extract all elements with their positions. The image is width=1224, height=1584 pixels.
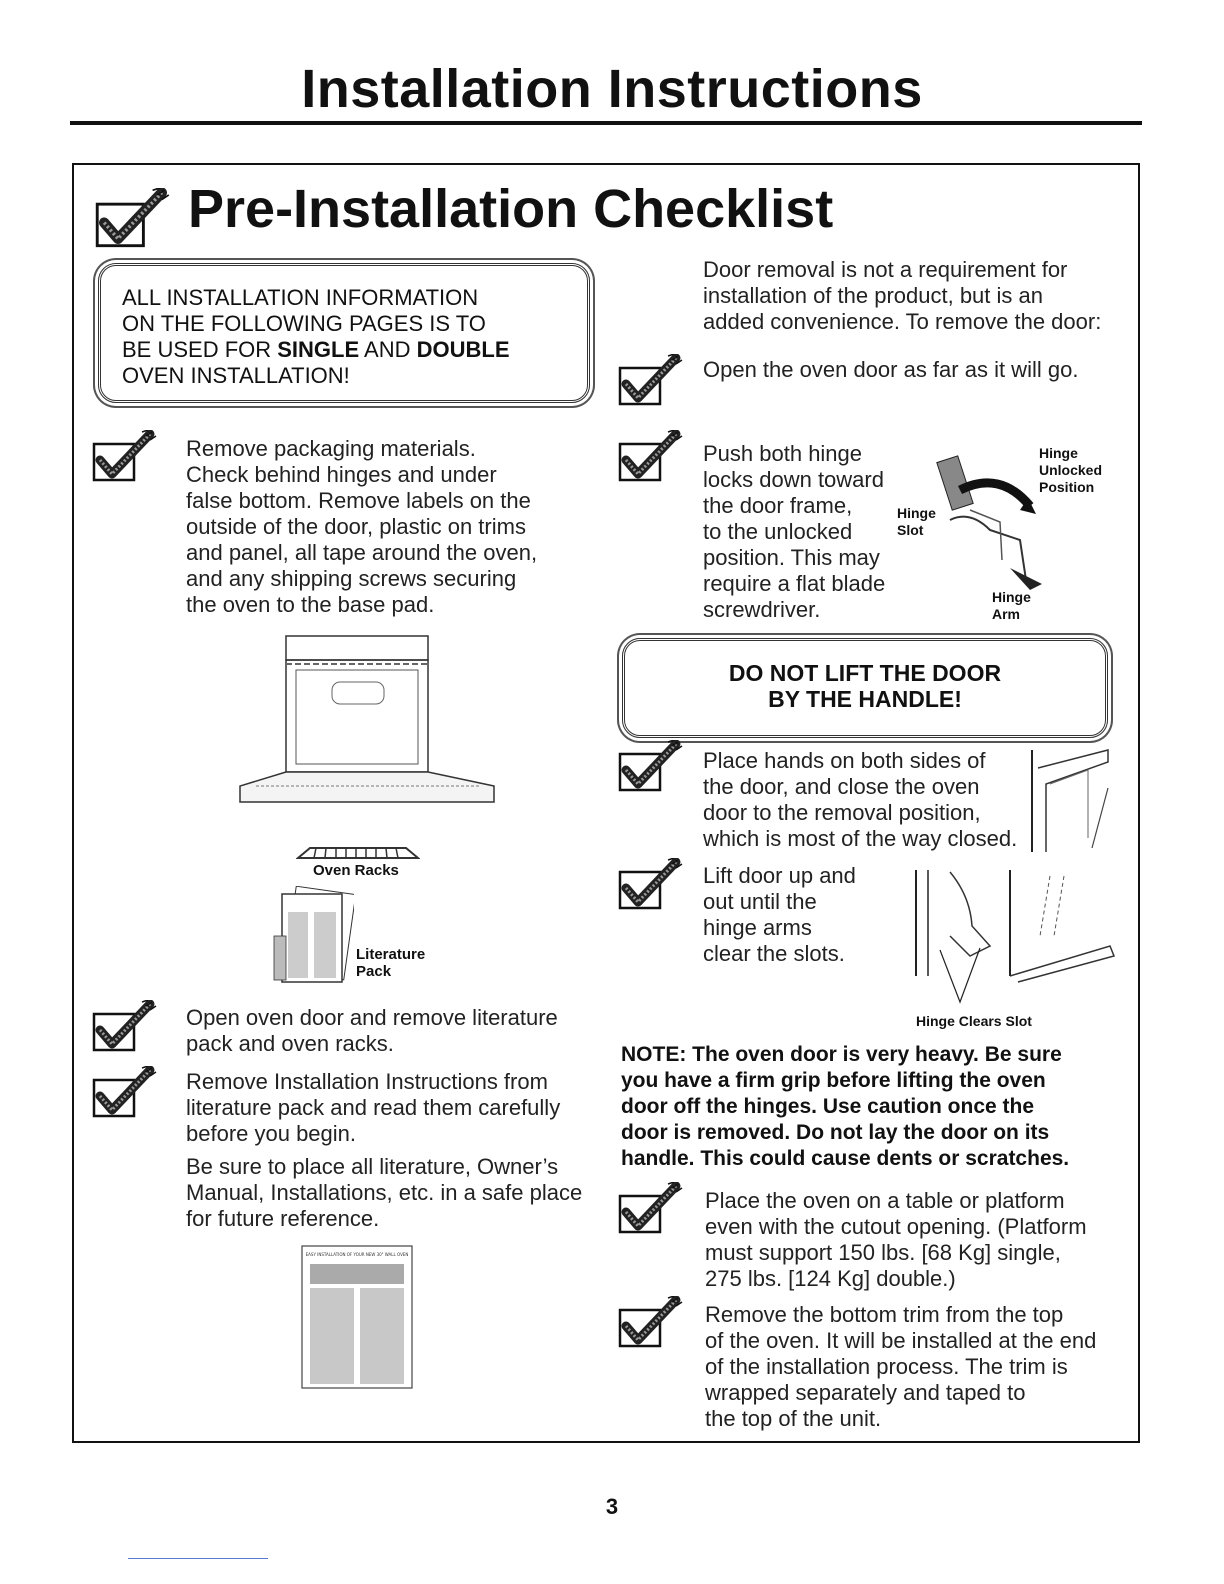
oven-racks-caption: Oven Racks (313, 862, 399, 879)
oven-illustration (236, 634, 500, 806)
door-removal-intro: Door removal is not a requirement for installation of the product, but is an added convenience. To remove the door: (703, 257, 1102, 334)
literature-storage-note: Be sure to place all literature, Owner’s Manual, Installations, etc. in a safe place for future reference. (186, 1154, 583, 1231)
checkbox-check-icon (90, 188, 176, 248)
checkbox-check-icon (618, 1296, 684, 1348)
svg-text:EASY INSTALLATION OF YOUR NEW: EASY INSTALLATION OF YOUR NEW 30" WALL OVEN (305, 1252, 409, 1257)
hinge-clears-slot-caption: Hinge Clears Slot (916, 1013, 1032, 1029)
checkbox-check-icon (618, 354, 684, 406)
literature-pack-illustration (270, 886, 354, 986)
literature-pack-caption: Literature Pack (356, 946, 426, 980)
door-closing-illustration (1028, 748, 1114, 854)
page-number: 3 (605, 1494, 619, 1519)
checkbox-check-icon (618, 1182, 684, 1234)
installation-info-text: ALL INSTALLATION INFORMATION ON THE FOLLOWING PAGES IS TO BE USED FOR SINGLE AND DOUBLE OVEN INSTALLATION! (122, 285, 510, 388)
hinge-clears-slot-illustration (910, 866, 1116, 1012)
checkbox-check-icon (92, 1066, 158, 1118)
step-open-door: Open the oven door as far as it will go. (703, 357, 1079, 382)
page-title: Installation Instructions (301, 59, 923, 119)
door-warning-text: DO NOT LIFT THE DOOR BY THE HANDLE! (728, 660, 1002, 712)
oven-rack-illustration (296, 846, 420, 860)
hinge-unlocked-label: Hinge Unlocked Position (1039, 445, 1103, 495)
step-remove-literature: Open oven door and remove literature pack and oven racks. (186, 1005, 558, 1056)
footer-underline (128, 1558, 268, 1559)
step-push-hinge-locks: Push both hinge locks down toward the door frame, to the unlocked position. This may require a flat blade screwdriver. (703, 441, 886, 622)
checkbox-check-icon (92, 1000, 158, 1052)
step-lift-door: Lift door up and out until the hinge arms clear the slots. (703, 863, 856, 966)
hinge-arm-label: Hinge Arm (992, 589, 1031, 622)
checkbox-check-icon (618, 740, 684, 792)
step-close-door: Place hands on both sides of the door, and close the oven door to the removal position, which is most of the way closed. (703, 748, 1018, 851)
checkbox-check-icon (92, 430, 158, 482)
checkbox-check-icon (618, 858, 684, 910)
checkbox-check-icon (618, 430, 684, 482)
heavy-door-note: NOTE: The oven door is very heavy. Be sure you have a firm grip before lifting the oven door off the hinges. Use caution once the door is removed. Do not lay the door on its handle. This could cause dents or scratches. (621, 1043, 1070, 1170)
step-remove-packaging: Remove packaging materials. Check behind hinges and under false bottom. Remove labels on the outside of the door, plastic on trims and panel, all tape around the oven, and any shipping screws securing the oven to the base pad. (186, 436, 538, 617)
installation-booklet-illustration (300, 1244, 414, 1390)
title-divider (70, 121, 1142, 125)
step-read-instructions: Remove Installation Instructions from literature pack and read them carefully before you begin. (186, 1069, 561, 1146)
step-place-oven-platform: Place the oven on a table or platform even with the cutout opening. (Platform must support 150 lbs. [68 Kg] single, 275 lbs. [124 Kg] double.) (705, 1188, 1087, 1291)
step-remove-bottom-trim: Remove the bottom trim from the top of the oven. It will be installed at the end of the installation process. The trim is wrapped separately and taped to the top of the unit. (705, 1302, 1097, 1431)
checklist-title: Pre-Installation Checklist (188, 179, 834, 239)
hinge-slot-label: Hinge Slot (897, 505, 936, 538)
